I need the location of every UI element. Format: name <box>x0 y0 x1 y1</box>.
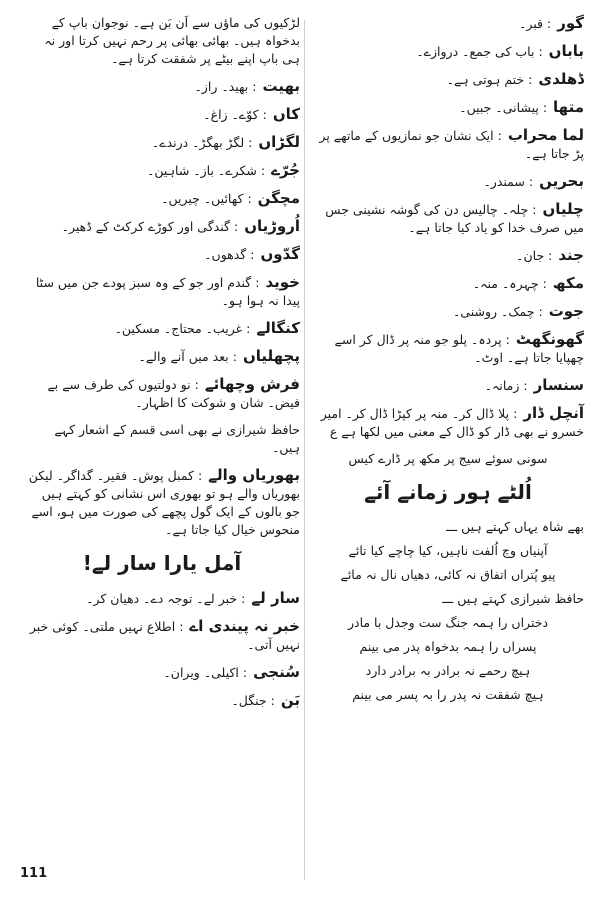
glossary-entry: خبر نہ پیندی اے:اطلاع نہیں ملتی۔ کوئی خبر نہیں آتی۔ <box>29 617 300 652</box>
glossary-term: بَن <box>280 691 300 709</box>
glossary-entry: سُنجی:اکیلی۔ ویران۔ <box>163 663 300 681</box>
glossary-term: جُرّے <box>271 161 300 179</box>
glossary-entry: جند:جان۔ <box>516 246 584 264</box>
glossary-term: خوید <box>265 273 300 291</box>
glossary-term: کنگالے <box>256 319 300 337</box>
glossary-definition: گندگی اور کوڑے کرکٹ کے ڈھیر۔ <box>61 219 230 234</box>
glossary-term: متھا <box>553 98 584 116</box>
glossary-entry: گور:قبر۔ <box>519 14 584 32</box>
glossary-entry: سار لے:خبر لے۔ توجہ دے۔ دھیان کر۔ <box>86 589 300 607</box>
glossary-entry: سنسار:زمانہ۔ <box>484 376 584 394</box>
glossary-term: گھونگھٹ <box>515 330 584 348</box>
glossary-definition: ختم ہوتی ہے۔ <box>446 72 525 87</box>
glossary-term: کاں <box>272 105 300 123</box>
persian-verse-line: دختراں را ہمہ جنگ ست وجدل با مادر <box>347 615 549 630</box>
section-heading-left: آمل یارا سار لے! <box>82 551 242 575</box>
glossary-definition: کمبل پوش۔ فقیر۔ گداگر۔ لیکن بھوریاں والے ہو تو بھوری اس نشانی کو کہتے ہیں جو بالوں کے ایک گول پچھے کی صورت میں ہو، اسے منحوس خیال کیا جاتا ہے۔ <box>28 468 300 537</box>
quote-intro: بھے شاہ یہاں کہتے ہیں ـــ <box>446 519 584 534</box>
verse-line: پیو پُتراں اتفاق نہ کائی، دھیاں نال نہ مائے <box>340 567 556 582</box>
persian-verse-line: ہیچ شفقت نہ پدر را بہ پسر می بینم <box>352 687 544 702</box>
glossary-definition: بعد میں آنے والے۔ <box>138 349 229 364</box>
glossary-term: سنسار <box>533 376 584 394</box>
glossary-term: جند <box>558 246 584 264</box>
glossary-entry: بھیت:بھید۔ راز۔ <box>194 77 300 95</box>
glossary-term: مچگن <box>257 189 300 207</box>
glossary-term: سار لے <box>251 589 300 607</box>
glossary-term: فرش وچھائے <box>204 375 300 393</box>
glossary-term: چلیاں <box>542 200 584 218</box>
section-heading-right: اُلٹے ہور زمانے آئے <box>364 480 532 504</box>
glossary-term: سُنجی <box>253 663 300 681</box>
glossary-definition: گدھوں۔ <box>204 247 247 262</box>
glossary-entry: کنگالے:غریب۔ محتاج۔ مسکین۔ <box>114 319 300 337</box>
glossary-term: جوت <box>548 302 584 320</box>
glossary-entry: پچھلیاں:بعد میں آنے والے۔ <box>138 347 300 365</box>
glossary-definition: کھائیں۔ چیریں۔ <box>161 191 244 206</box>
glossary-entry: فرش وچھائے:نو دولتیوں کی طرف سے بے فیض۔ شان و شوکت کا اظہار۔ <box>47 375 300 410</box>
glossary-definition: چمک۔ روشنی۔ <box>452 304 535 319</box>
glossary-definition: پردہ۔ پلو جو منہ پر ڈال کر اسے چھپایا جاتا ہے۔ اوٹ۔ <box>334 332 584 365</box>
glossary-definition: اکیلی۔ ویران۔ <box>163 665 239 680</box>
glossary-definition: اطلاع نہیں ملتی۔ کوئی خبر نہیں آتی۔ <box>29 619 300 652</box>
glossary-definition: سمندر۔ <box>483 174 525 189</box>
glossary-term: پچھلیاں <box>242 347 300 365</box>
glossary-term: باباں <box>548 42 584 60</box>
glossary-definition: نو دولتیوں کی طرف سے بے فیض۔ شان و شوکت کا اظہار۔ <box>47 377 300 410</box>
persian-intro: حافظ شیرازی کہتے ہیں ـــ <box>442 591 584 606</box>
glossary-definition: چلہ۔ چالیس دن کی گوشہ نشینی جس میں صرف خدا کو یاد کیا جاتا ہے۔ <box>325 202 584 235</box>
glossary-definition: غریب۔ محتاج۔ مسکین۔ <box>114 321 243 336</box>
intro-paragraph: لڑکیوں کی ماؤں سے اَن بَن ہے۔ نوجوان باپ کے بدخواہ ہیں۔ بھائی بھائی پر رحم نہیں کرتا اور نہ ہی باپ اپنے بیٹے پر شفقت کرتا ہے۔ <box>44 15 300 66</box>
glossary-term: لگڑاں <box>258 133 300 151</box>
glossary-entry: لگڑاں:لگڑ بھگڑ۔ درندے۔ <box>151 133 300 151</box>
glossary-term: بھوریاں والے <box>208 466 300 484</box>
glossary-entry: مکھ:چہرہ۔ منہ۔ <box>472 274 584 292</box>
glossary-entry: گھونگھٹ:پردہ۔ پلو جو منہ پر ڈال کر اسے چھپایا جاتا ہے۔ اوٹ۔ <box>334 330 584 365</box>
glossary-definition: باب کی جمع۔ دروازے۔ <box>416 44 535 59</box>
glossary-definition: جان۔ <box>516 248 545 263</box>
couplet-line: سونی سوئے سیج پر مکھ پر ڈارے کیس <box>348 451 548 466</box>
glossary-definition: شکرے۔ باز۔ شاہین۔ <box>147 163 257 178</box>
glossary-term: گدّوں <box>260 245 300 263</box>
glossary-definition: پیشانی۔ جبیں۔ <box>459 100 539 115</box>
glossary-term: خبر نہ پیندی اے <box>189 617 300 635</box>
glossary-term: ڈھلدی <box>538 70 584 88</box>
page-number: 111 <box>20 866 48 881</box>
persian-verse-line: ہیچ رحمے نہ برادر بہ برادر دارد <box>365 663 531 678</box>
glossary-definition: گندم اور جو کے وہ سبز پودے جن میں سٹا پیدا نہ ہوا ہو۔ <box>35 275 300 308</box>
glossary-entry: جوت:چمک۔ روشنی۔ <box>452 302 584 320</box>
glossary-entry: گدّوں:گدھوں۔ <box>204 245 300 263</box>
hafiz-note: حافظ شیرازی نے بھی اسی قسم کے اشعار کہے ہیں۔ <box>54 422 300 455</box>
glossary-definition: پلا ڈال کر۔ منہ پر کپڑا ڈال کر۔ امیر خسرو نے بھی ڈار کو ڈال کے معنی میں لکھا ہے ع <box>320 406 584 439</box>
persian-verse-line: پسراں را ہمہ بدخواہ پدر می بینم <box>359 639 537 654</box>
glossary-entry: آنچل ڈار:پلا ڈال کر۔ منہ پر کپڑا ڈال کر۔ امیر خسرو نے بھی ڈار کو ڈال کے معنی میں لکھا ہے ع <box>320 404 584 439</box>
glossary-term: مکھ <box>552 274 584 292</box>
glossary-definition: چہرہ۔ منہ۔ <box>472 276 539 291</box>
right-column <box>312 14 584 710</box>
glossary-entry: جُرّے:شکرے۔ باز۔ شاہین۔ <box>147 161 300 179</box>
glossary-entry: بَن:جنگل۔ <box>231 691 300 709</box>
left-column <box>24 14 300 719</box>
glossary-entry: اُروڑیاں:گندگی اور کوڑے کرکٹ کے ڈھیر۔ <box>61 217 300 235</box>
glossary-term: اُروڑیاں <box>244 217 300 235</box>
glossary-entry: بحریں:سمندر۔ <box>483 172 584 190</box>
glossary-list-left-after <box>24 589 300 710</box>
verse-line: آپنیاں وچ اُلفت ناہیں، کیا چاچے کیا تائے <box>348 543 548 558</box>
glossary-entry: مچگن:کھائیں۔ چیریں۔ <box>161 189 300 207</box>
glossary-term: بحریں <box>539 172 584 190</box>
glossary-entry: باباں:باب کی جمع۔ دروازے۔ <box>416 42 584 60</box>
glossary-definition: بھید۔ راز۔ <box>194 79 249 94</box>
glossary-definition: خبر لے۔ توجہ دے۔ دھیان کر۔ <box>86 591 238 606</box>
glossary-entry: کاں:کوّے۔ زاغ۔ <box>203 105 300 123</box>
glossary-entry: لما محراب:ایک نشان جو نمازیوں کے ماتھے پر پڑ جاتا ہے۔ <box>319 126 584 161</box>
glossary-entry: بھوریاں والے:کمبل پوش۔ فقیر۔ گداگر۔ لیکن بھوریاں والے ہو تو بھوری اس نشانی کو کہتے ہیں جو بالوں کے ایک گول پچھے کی صورت میں ہو، اسے منحوس خیال کیا جاتا ہے۔ <box>28 466 300 537</box>
glossary-definition: جنگل۔ <box>231 693 267 708</box>
glossary-definition: قبر۔ <box>519 16 544 31</box>
glossary-term: آنچل ڈار <box>523 404 584 422</box>
glossary-definition: لگڑ بھگڑ۔ درندے۔ <box>151 135 245 150</box>
glossary-entry: ڈھلدی:ختم ہوتی ہے۔ <box>446 70 584 88</box>
glossary-entry: چلیاں:چلہ۔ چالیس دن کی گوشہ نشینی جس میں صرف خدا کو یاد کیا جاتا ہے۔ <box>325 200 584 235</box>
glossary-list-right <box>312 14 584 441</box>
glossary-entry: متھا:پیشانی۔ جبیں۔ <box>459 98 584 116</box>
glossary-term: لما محراب <box>507 126 584 144</box>
glossary-list-left <box>24 77 300 412</box>
glossary-definition: کوّے۔ زاغ۔ <box>203 107 259 122</box>
glossary-definition: زمانہ۔ <box>484 378 520 393</box>
glossary-term: گور <box>557 14 584 32</box>
glossary-definition: ایک نشان جو نمازیوں کے ماتھے پر پڑ جاتا ہے۔ <box>319 128 584 161</box>
column-divider <box>304 20 305 880</box>
glossary-entry: خوید:گندم اور جو کے وہ سبز پودے جن میں سٹا پیدا نہ ہوا ہو۔ <box>35 273 300 308</box>
glossary-term: بھیت <box>262 77 300 95</box>
